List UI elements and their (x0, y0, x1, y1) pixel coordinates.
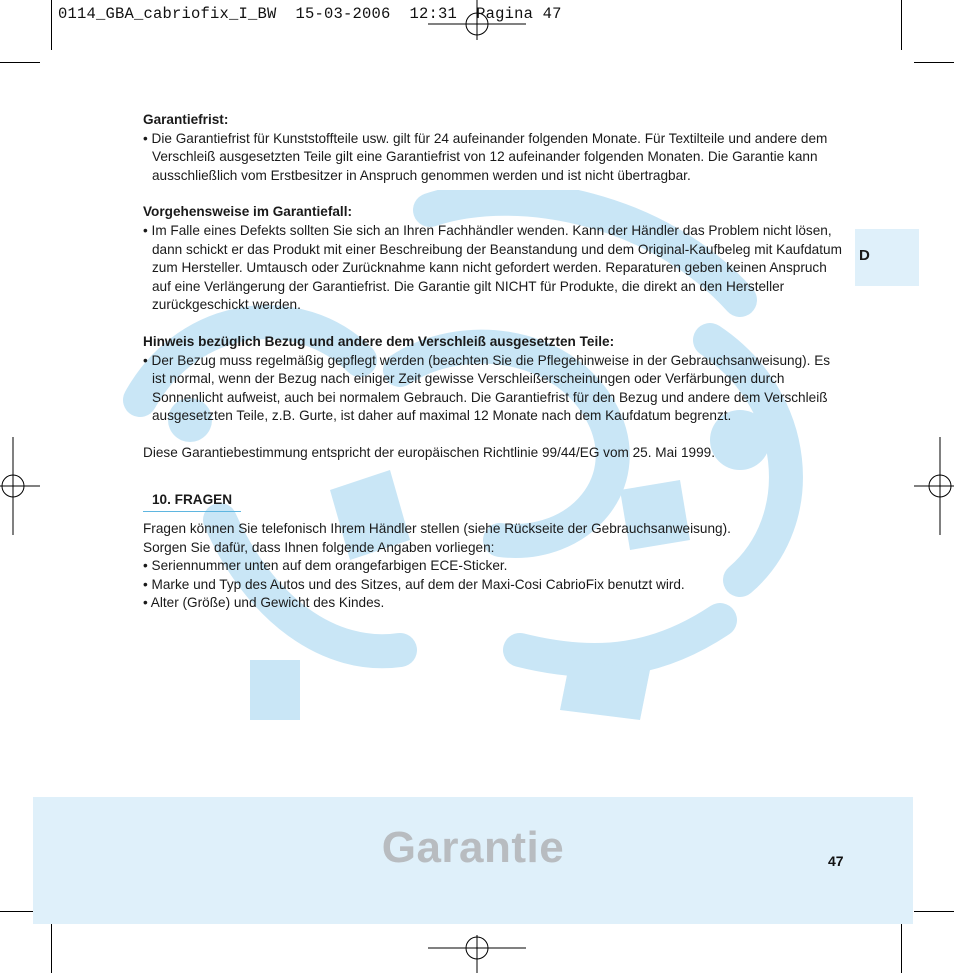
section-heading: Garantiefrist: (143, 112, 229, 127)
list-item: • Alter (Größe) und Gewicht des Kindes. (143, 595, 385, 611)
crop-mark (914, 62, 954, 63)
bullet-text: • Der Bezug muss regelmäßig gepflegt werden (beachten Sie die Pflegehinweise in der Gebrauchsanweisung). Es ist normal, wenn der Bezug nach einiger Zeit gewisse Verschleißerscheinungen oder Verfärbungen durch Sonnenlicht aufweist, auch bei normalem Gebrauch. Die Garantiefrist für den Bezug und andere dem Verschleiß ausgesetzten Teile, z.B. Gurte, ist daher auf maximal 12 Monate nach dem Kaufdatum begrenzt. (143, 352, 831, 424)
crop-mark (901, 0, 902, 50)
list-item: • Marke und Typ des Autos und des Sitzes, auf dem der Maxi-Cosi CabrioFix benutzt wird. (143, 576, 685, 592)
crop-mark (901, 923, 902, 973)
language-tab-letter: D (859, 247, 870, 264)
crop-mark (51, 0, 52, 50)
crop-mark (914, 911, 954, 912)
print-slug-header: 0114_GBA_cabriofix_I_BW 15-03-2006 12:31 Pagina 47 (58, 5, 562, 23)
crop-mark (51, 923, 52, 973)
footer-band (33, 797, 913, 924)
page-number: 47 (828, 853, 844, 869)
section-heading: Vorgehensweise im Garantiefall: (143, 204, 353, 220)
paragraph: Sorgen Sie dafür, dass Ihnen folgende Angaben vorliegen: (143, 539, 495, 555)
section-heading: Hinweis bezüglich Bezug und andere dem Verschleiß ausgesetzten Teile: (143, 333, 615, 349)
bullet-text: • Die Garantiefrist für Kunststoffteile usw. gilt für 24 aufeinander folgenden Monate. Für Textilteile und andere dem Verschleiß ausgesetzten Teile gilt eine Garantiefrist von 12 aufeinander folgenden Monaten. Die Garantie kann ausschließlich vom Erstbesitzer in Anspruch genommen werden und ist nicht übertragbar. (143, 130, 828, 183)
registration-mark-icon (428, 935, 526, 973)
footer-title: Garantie (381, 823, 565, 872)
directive-text: Diese Garantiebestimmung entspricht der europäischen Richtlinie 99/44/EG vom 25. Mai 1999. (143, 444, 715, 460)
registration-mark-icon (0, 437, 40, 535)
section-title-fragen: 10. FRAGEN (143, 491, 241, 513)
list-item: • Seriennummer unten auf dem orangefarbigen ECE-Sticker. (143, 558, 508, 574)
language-tab (855, 229, 919, 286)
bullet-text: • Im Falle eines Defekts sollten Sie sich an Ihren Fachhändler wenden. Kann der Händler das Problem nicht lösen, dann schickt er das Produkt mit einer Beschreibung der Beanstandung und dem Original-Kaufbeleg mit Kaufdatum zum Hersteller. Umtausch oder Zurücknahme kann nicht gefordert werden. Reparaturen geben keinen Anspruch auf eine Verlängerung der Garantiefrist. Die Garantie gilt NICHT für Produkte, die direkt an den Hersteller zurückgeschickt werden. (143, 222, 842, 313)
main-content (143, 111, 843, 613)
crop-mark (0, 62, 40, 63)
registration-mark-icon (914, 437, 954, 535)
paragraph: Fragen können Sie telefonisch Ihrem Händler stellen (siehe Rückseite der Gebrauchsanweisung). (143, 521, 731, 537)
